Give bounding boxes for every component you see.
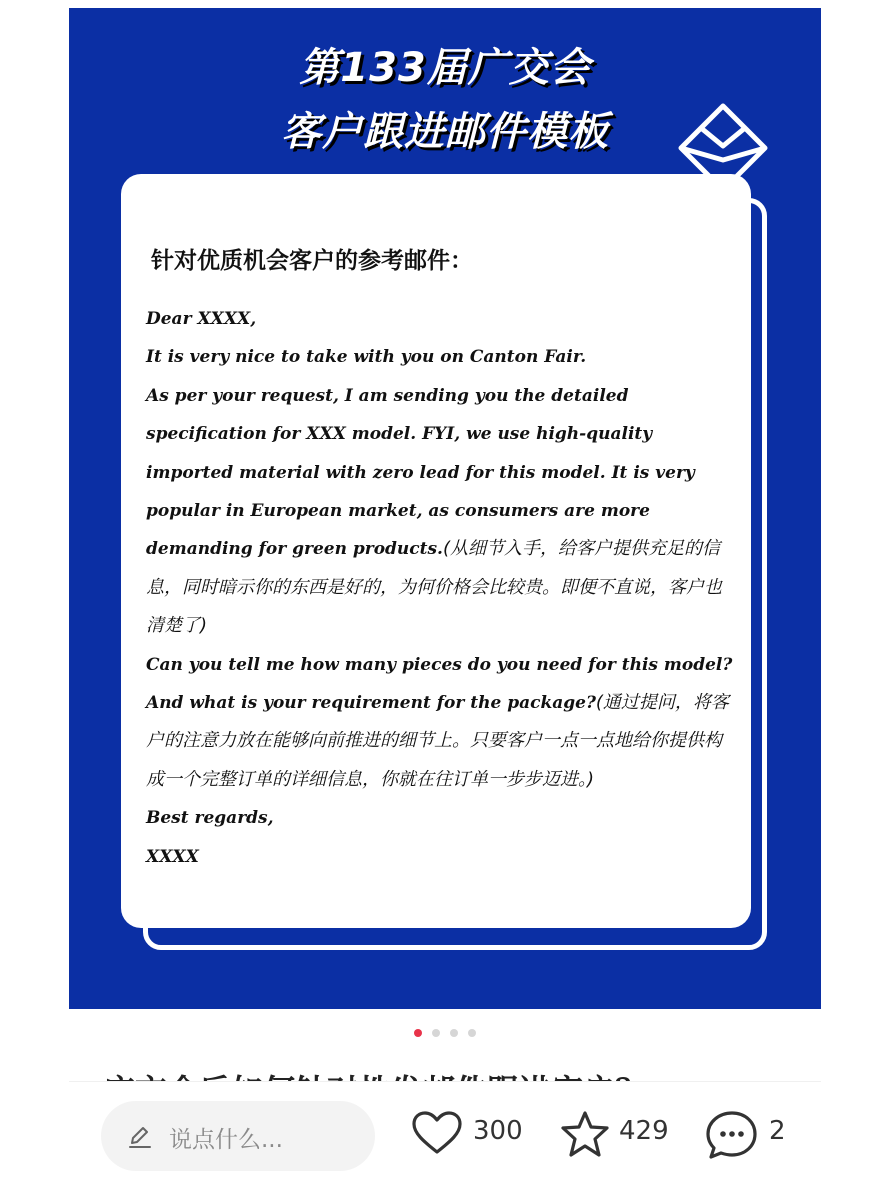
email-signature: XXXX xyxy=(146,846,199,867)
email-paragraph xyxy=(146,377,736,646)
email-body xyxy=(146,300,736,876)
email-closing: Best regards, xyxy=(146,808,274,829)
email-greeting: Dear XXXX, xyxy=(146,309,257,329)
comment-bubble-icon xyxy=(705,1110,759,1160)
carousel-dot[interactable] xyxy=(468,1029,476,1037)
poster-title-line2: 客户跟进邮件模板 xyxy=(281,109,609,155)
comment-button[interactable] xyxy=(705,1110,795,1160)
like-count: 300 xyxy=(473,1116,523,1146)
carousel-dot[interactable] xyxy=(432,1029,440,1037)
heart-icon xyxy=(411,1110,463,1156)
favorite-button[interactable] xyxy=(559,1110,679,1160)
star-icon xyxy=(559,1110,611,1158)
like-button[interactable] xyxy=(411,1110,531,1160)
comment-count: 2 xyxy=(769,1116,786,1146)
carousel-indicator xyxy=(0,1029,890,1037)
email-note-cn: (从细节入手，给客户提供充足的信息，同时暗示你的东西是好的，为何价格会比较贵。即便不直说，客户也清楚了) xyxy=(146,538,722,637)
bottom-action-bar xyxy=(69,1081,821,1188)
email-line: Can you tell me how many pieces do you need for this model? xyxy=(146,654,733,675)
carousel-dot[interactable] xyxy=(450,1029,458,1037)
comment-placeholder: 说点什么... xyxy=(169,1127,283,1153)
email-template-card xyxy=(121,174,751,928)
email-line: It is very nice to take with you on Canton Fair. xyxy=(146,347,587,368)
card-heading: 针对优质机会客户的参考邮件： xyxy=(151,248,473,274)
pencil-icon xyxy=(127,1125,153,1149)
post-title xyxy=(103,1064,803,1082)
email-note-cn: (通过提问，将客户的注意力放在能够向前推进的细节上。只要客户一点一点地给你提供构成一个完整订单的详细信息，你就在往订单一步步迈进。) xyxy=(146,692,729,790)
carousel-dot[interactable] xyxy=(414,1029,422,1037)
email-text-en: As per your request, I am sending you the detailed specification for XXX model. FYI, we use high-quality imported material with zero lead for this model. It is very popular in European market, as consumers are more demanding for green products. xyxy=(146,385,695,560)
post-image[interactable] xyxy=(69,8,821,1009)
favorite-count: 429 xyxy=(619,1116,669,1146)
email-paragraph xyxy=(146,684,736,799)
email-text-en: And what is your requirement for the package? xyxy=(146,693,596,714)
comment-input[interactable] xyxy=(101,1101,375,1171)
poster-title-line1: 第133届广交会 xyxy=(299,45,591,91)
